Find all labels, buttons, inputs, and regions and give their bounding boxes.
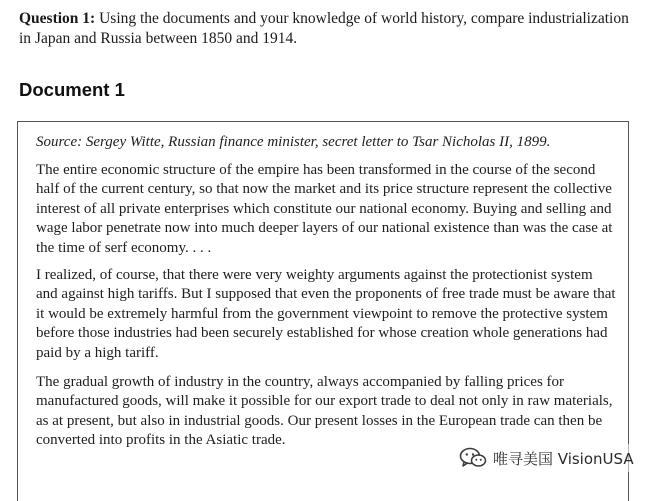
document-paragraph-3: The gradual growth of industry in the country, always accompanied by falling prices for manufactured goods, will make it possible for our export trade to deal not only in raw materials, as at present, but also in industrial goods. Our present losses in the European trade can then be converted into profits in the Asiatic trade. xyxy=(36,374,613,449)
wechat-icon xyxy=(459,447,487,469)
question-prompt xyxy=(19,9,629,49)
document-content xyxy=(36,133,616,459)
watermark-text: 唯寻美国 VisionUSA xyxy=(493,449,634,468)
question-label: Question 1: xyxy=(19,10,96,27)
document-paragraph-2: I realized, of course, that there were very weighty arguments against the protectionist system and against high tariffs. But I supposed that even the proponents of free trade must be aware that it would be extremely harmful from the government viewpoint to remove the protective system before those industries had been securely established for whose creation whole generations had paid by a high tariff. xyxy=(36,267,616,361)
document-heading: Document 1 xyxy=(19,79,125,100)
watermark xyxy=(457,444,638,472)
document-source: Source: Sergey Witte, Russian finance minister, secret letter to Tsar Nicholas II, 1899. xyxy=(36,134,551,150)
question-text: Using the documents and your knowledge of world history, compare industrialization in Japan and Russia between 1850 and 1914. xyxy=(19,10,629,47)
document-paragraph-1: The entire economic structure of the empire has been transformed in the course of the second half of the current century, so that now the market and its price structure represent the collective interest of all private enterprises which constitute our national economy. Buying and selling and wage labor penetrate now into much deeper layers of our national existence than was the case at the time of serf economy. . . . xyxy=(36,162,613,256)
